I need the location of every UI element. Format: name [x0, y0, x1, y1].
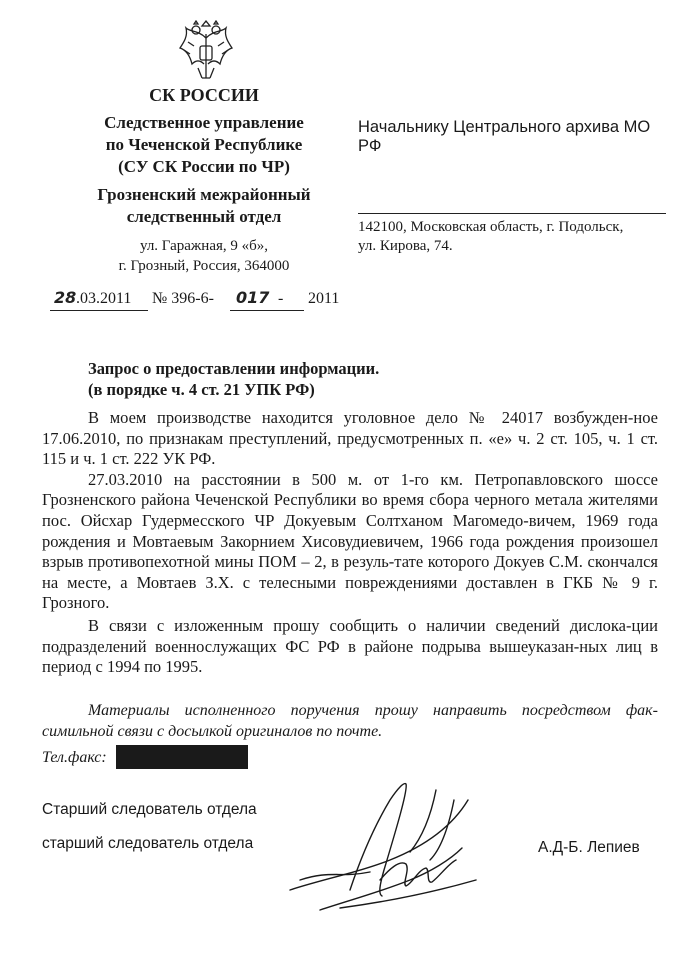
registration-year: 2011	[308, 290, 340, 307]
number-dash: -	[278, 290, 284, 307]
date-underline	[50, 310, 148, 311]
body-paragraph-3: В связи с изложенным прошу сообщить о наличии сведений дислока-ции подразделений военнослужащих ФС РФ в районе подрыва вышеуказан-ных лиц в период с 1994 по 1995.	[42, 615, 658, 677]
subject-block	[88, 358, 488, 400]
handwritten-day: 28	[54, 288, 77, 307]
signature-scribble-icon	[280, 760, 480, 920]
coat-of-arms-emblem	[176, 20, 236, 84]
body-paragraph-1: В моем производстве находится уголовное дело № 24017 возбужден-ное 17.06.2010, по признакам преступлений, предусмотренных п. «е» ч. 2 ст. 105, ч. 1 ст. 115 и ч. 1 ст. 222 УК РФ.	[42, 408, 658, 469]
date-printed: .03.2011	[76, 290, 132, 307]
sender-address-line-1: ул. Гаражная, 9 «б»,	[139, 238, 269, 254]
directorate-line-2: по Чеченской Республике	[105, 135, 303, 154]
delivery-note: Материалы исполненного поручения прошу направить посредством фак-симильной связи с досылкой оригиналов по почте.	[42, 702, 658, 740]
agency-name: СК РОССИИ	[149, 85, 259, 105]
subject-line-1: Запрос о предоставлении информации.	[88, 359, 380, 378]
signer-name: А.Д-Б. Лепиев	[538, 839, 640, 856]
sender-address-line-2: г. Грозный, Россия, 364000	[118, 258, 290, 274]
addressee-line-1: Начальнику Центрального архива МО	[358, 118, 651, 136]
addressee-divider	[358, 213, 666, 214]
department-line-1: Грозненский межрайонный	[97, 185, 311, 204]
sender-block	[60, 84, 348, 276]
redacted-fax-number	[116, 745, 248, 769]
department-line-2: следственный отдел	[126, 207, 282, 226]
number-prefix: № 396-6-	[152, 290, 214, 307]
addressee-address	[358, 218, 668, 256]
letter-body	[42, 408, 658, 678]
handwritten-signature	[280, 760, 480, 920]
signer-title-line-2: старший следователь отдела	[42, 835, 254, 852]
addressee-block	[358, 118, 668, 156]
addressee-line-2: РФ	[358, 137, 382, 155]
subject-line-2: (в порядке ч. 4 ст. 21 УПК РФ)	[88, 380, 315, 399]
handwritten-number: 017	[236, 288, 270, 307]
registration-line	[50, 290, 350, 316]
number-underline	[230, 310, 304, 311]
addressee-address-line-2: ул. Кирова, 74.	[358, 238, 453, 254]
fax-label: Тел.факс:	[42, 749, 107, 766]
addressee-address-line-1: 142100, Московская область, г. Подольск,	[358, 219, 624, 235]
directorate-line-1: Следственное управление	[104, 113, 304, 132]
directorate-line-3: (СУ СК России по ЧР)	[118, 157, 290, 176]
signer-title-line-1: Старший следователь отдела	[42, 801, 257, 818]
body-paragraph-2: 27.03.2010 на расстоянии в 500 м. от 1-го км. Петропавловского шоссе Грозненского района Чеченской Республики во время сбора черного метала жителями пос. Ойсхар Гудермесского ЧР Докуевым Солтханом Магомедо-вичем, 1969 года рождения и Мовтаевым Закорнием Хисовудиевичем, 1966 года рождения произошел взрыв противопехотной мины ПОМ – 2, в резуль-тате которого Докуев С.М. скончался на месте, а Мовтаев З.Х. с телесными повреждениями доставлен в ГКБ № 9 г. Грозного.	[42, 469, 658, 613]
double-headed-eagle-icon	[176, 20, 236, 84]
